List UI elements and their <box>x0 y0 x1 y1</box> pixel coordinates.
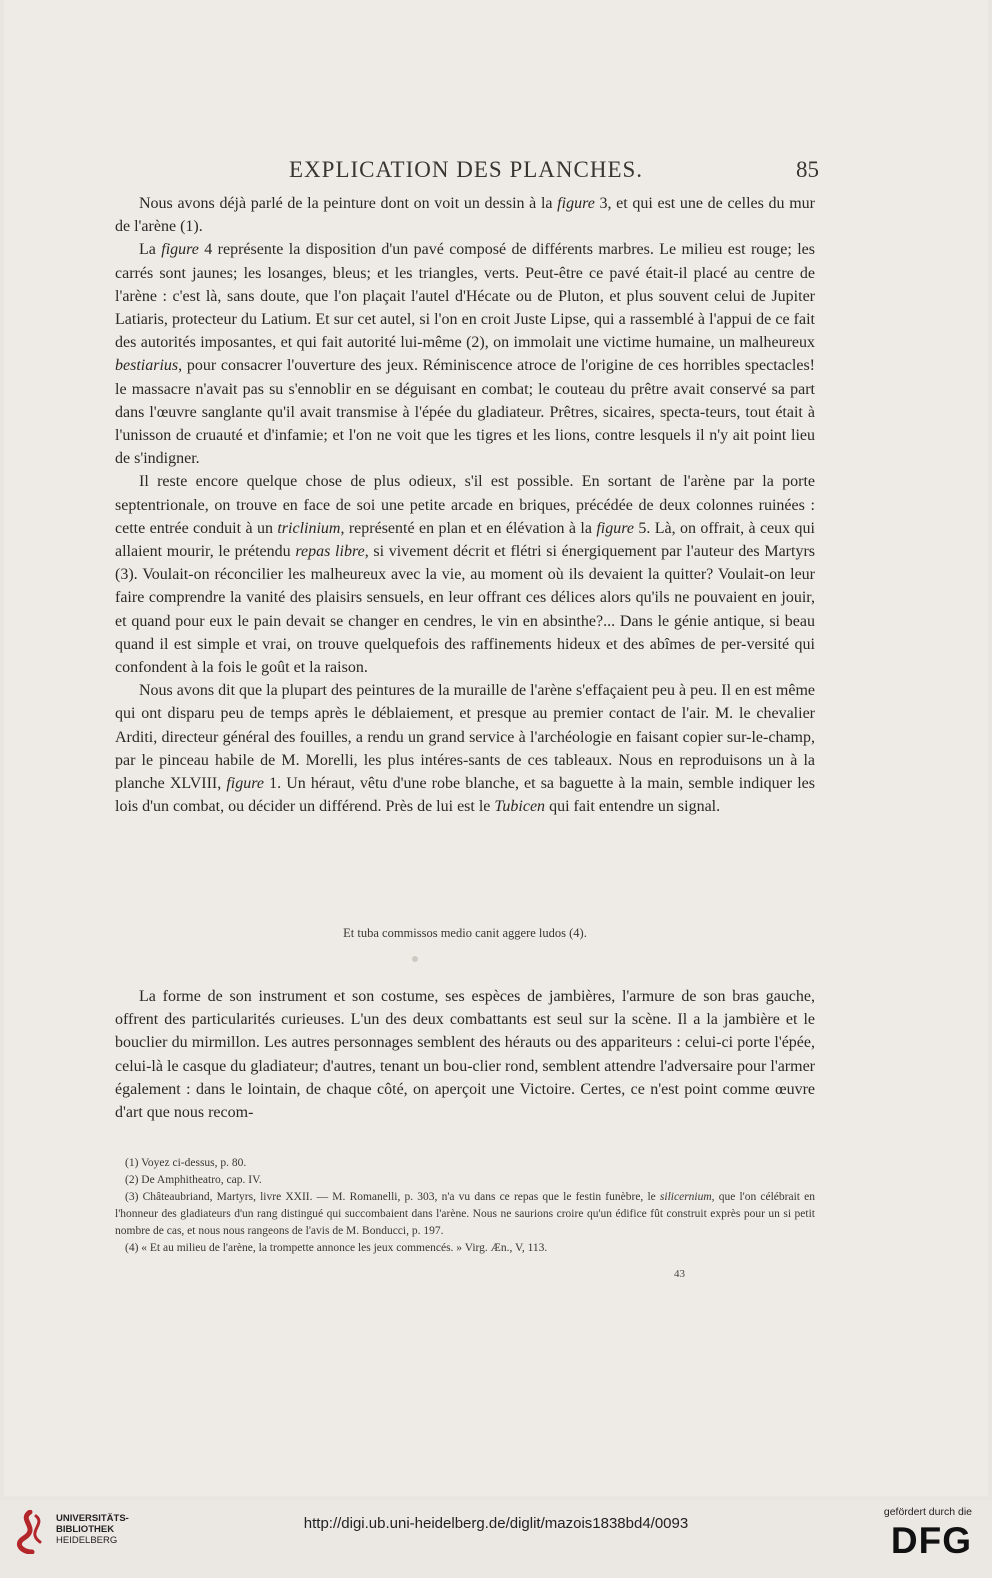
text-run: qui fait entendre un signal. <box>545 798 721 816</box>
footnote <box>115 1172 815 1189</box>
italic-term: figure <box>596 519 634 537</box>
footnote <box>115 1240 815 1257</box>
footnote <box>115 1155 815 1172</box>
paragraph <box>115 238 815 470</box>
paragraph <box>115 192 815 238</box>
text-run: , que l'on célébrait en l'honneur des gladiateurs d'un rang distingué qui succombaient dans l'arène. Nous ne saurions croire qu'un édifice fût construit exprès pour un si petit nombre de cas, et nous nous rangeons de l'avis de M. Bonducci, p. 197. <box>115 1191 815 1237</box>
italic-term: silicernium <box>659 1191 712 1203</box>
text-run: (2) De Amphitheatro, cap. IV. <box>125 1174 262 1186</box>
footnote <box>115 1189 815 1240</box>
ornament-dot <box>412 956 418 962</box>
paragraph <box>115 985 815 1124</box>
signature-mark: 43 <box>674 1268 685 1280</box>
body-text-continued <box>115 985 815 1124</box>
text-run: 1. Un héraut, vêtu d'une robe blanche, et sa baguette à la main, semble indiquer les lois d'un combat, ou décider un différend. Près de lui est le <box>115 775 815 816</box>
text-run: (3) Châteaubriand, Martyrs, livre XXII. — M. Romanelli, p. 303, n'a vu dans ce repas que le festin funèbre, le <box>125 1191 660 1203</box>
paragraph <box>115 679 815 818</box>
funded-by-label: gefördert durch die <box>883 1506 972 1518</box>
running-title: EXPLICATION DES PLANCHES. <box>289 157 644 182</box>
institution-line-3: HEIDELBERG <box>56 1535 118 1546</box>
text-run: 5. Là, on offrait, à ceux qui allaient mourir, le prétendu <box>115 519 816 561</box>
page-header <box>289 157 819 193</box>
text-run: (1) Voyez ci-dessus, p. 80. <box>125 1157 247 1169</box>
italic-term: repas libre <box>295 543 365 561</box>
text-run: Nous avons dit que la plupart des peintures de la muraille de l'arène s'effaçaient peu à peu. Il en est même qui ont disparu peu de temps après le déblaiement, et presque au premier contact de l'air. M. le chevalier Arditi, directeur général des fouilles, a rendu un grand service à l'archéologie en faisant copier sur-le-champ, par le pinceau habile de M. Morelli, les plus intéres-sants de ces tableaux. Nous en reproduisons un à la planche XLVIII, <box>115 682 815 793</box>
italic-term: Tubicen <box>494 798 546 816</box>
latin-quote: Et tuba commissos medio canit aggere ludos (4). <box>343 926 587 940</box>
text-run: , si vivement décrit et flétri si énergiquement par l'auteur des Martyrs (3). Voulait-on réconcilier les malheureux avec la vie, au moment où ils devaient la quitter? Voulait-on leur faire comprendre la vanité des plaisirs sensuels, en leur offrant ces délices alors qu'ils ne pouvaient en jouir, et quand pour eux le pain devait se changer en cendres, le vin en absinthe?... Dans le génie antique, si beau quand il est simple et vrai, on trouve quelquefois des raffinements hideux et des abîmes de per-versité qui confondent à la fois le goût et la raison. <box>115 543 815 677</box>
text-run: (4) « Et au milieu de l'arène, la trompette annonce les jeux commencés. » Virg. Æn., V, 113. <box>125 1242 548 1254</box>
italic-term: figure <box>226 775 264 793</box>
text-run: 4 représente la disposition d'un pavé composé de différents marbres. Le milieu est rouge; les carrés sont jaunes; les losanges, bleus; et les triangles, verts. Peut-être ce pavé était-il placé au centre de l'arène : c'est là, sans doute, que l'on plaçait l'autel d'Hécate ou de Pluton, et plus souvent celui de Jupiter Latiaris, protecteur du Latium. Et sur cet autel, si l'on en croit Juste Lipse, qui a rassemblé à l'appui de ce fait des autorités imposantes, et qui fait autorité lui-même (2), on immolait une victime humaine, un malheureux <box>115 241 815 352</box>
italic-term: bestiarius <box>115 357 179 375</box>
institution-line-1: UNIVERSITÄTS- <box>56 1513 129 1524</box>
text-run: , pour consacrer l'ouverture des jeux. Réminiscence atroce de l'origine de ces horribles spectacles! le massacre n'avait pas su s'ennoblir en se déguisant en combat; le couteau du prêtre avait conservé sa part dans l'œuvre sanglante qu'il avait transmise à l'épée du gladiateur. Prêtres, sicaires, specta-teurs, tout était à l'unisson de cruauté et d'infamie; et l'on ne voit que les tigres et les lions, contre lesquels il n'y ait point lieu de s'indigner. <box>115 357 815 468</box>
permalink-url[interactable]: http://digi.ub.uni-heidelberg.de/diglit/mazois1838bd4/0093 <box>303 1515 689 1532</box>
body-text <box>115 192 815 818</box>
paragraph <box>115 470 815 679</box>
footnotes <box>115 1155 815 1257</box>
text-run: , représenté en plan et en élévation à la <box>340 519 597 537</box>
footer-bar <box>0 1500 992 1578</box>
page-number: 85 <box>796 157 819 182</box>
text-run: Il reste encore quelque chose de plus odieux, s'il est possible. En sortant de l'arène par la porte septentrionale, on trouve en face de soi une petite arcade en briques, précédée de deux colonnes ruinées : cette entrée conduit à un <box>115 473 815 537</box>
italic-term: triclinium <box>277 519 341 537</box>
italic-term: figure <box>161 241 199 259</box>
dfg-logo: DFG <box>890 1520 972 1561</box>
text-run: La <box>139 241 162 259</box>
text-run: La forme de son instrument et son costume, ses espèces de jambières, l'armure de son bras gauche, offrent des particularités curieuses. L'un des deux combattants est seul sur la scène. Il a la jambière et le bouclier du mirmillon. Les autres personnages semblent des hérauts ou des appariteurs : celui-ci porte l'épée, celui-là le casque du gladiateur; d'autres, tenant un bou-clier rond, semblent attendre l'adversaire pour l'armer également : dans le lointain, de chaque côté, on aperçoit une Victoire. Certes, ce n'est point comme œuvre d'art que nous recom- <box>115 988 815 1122</box>
institution-line-2: BIBLIOTHEK <box>56 1524 115 1535</box>
text-run: Nous avons déjà parlé de la peinture dont on voit un dessin à la <box>139 195 558 212</box>
text-run: 3, et qui est une de celles du mur de l'arène (1). <box>115 195 815 236</box>
italic-term: figure <box>557 195 595 212</box>
